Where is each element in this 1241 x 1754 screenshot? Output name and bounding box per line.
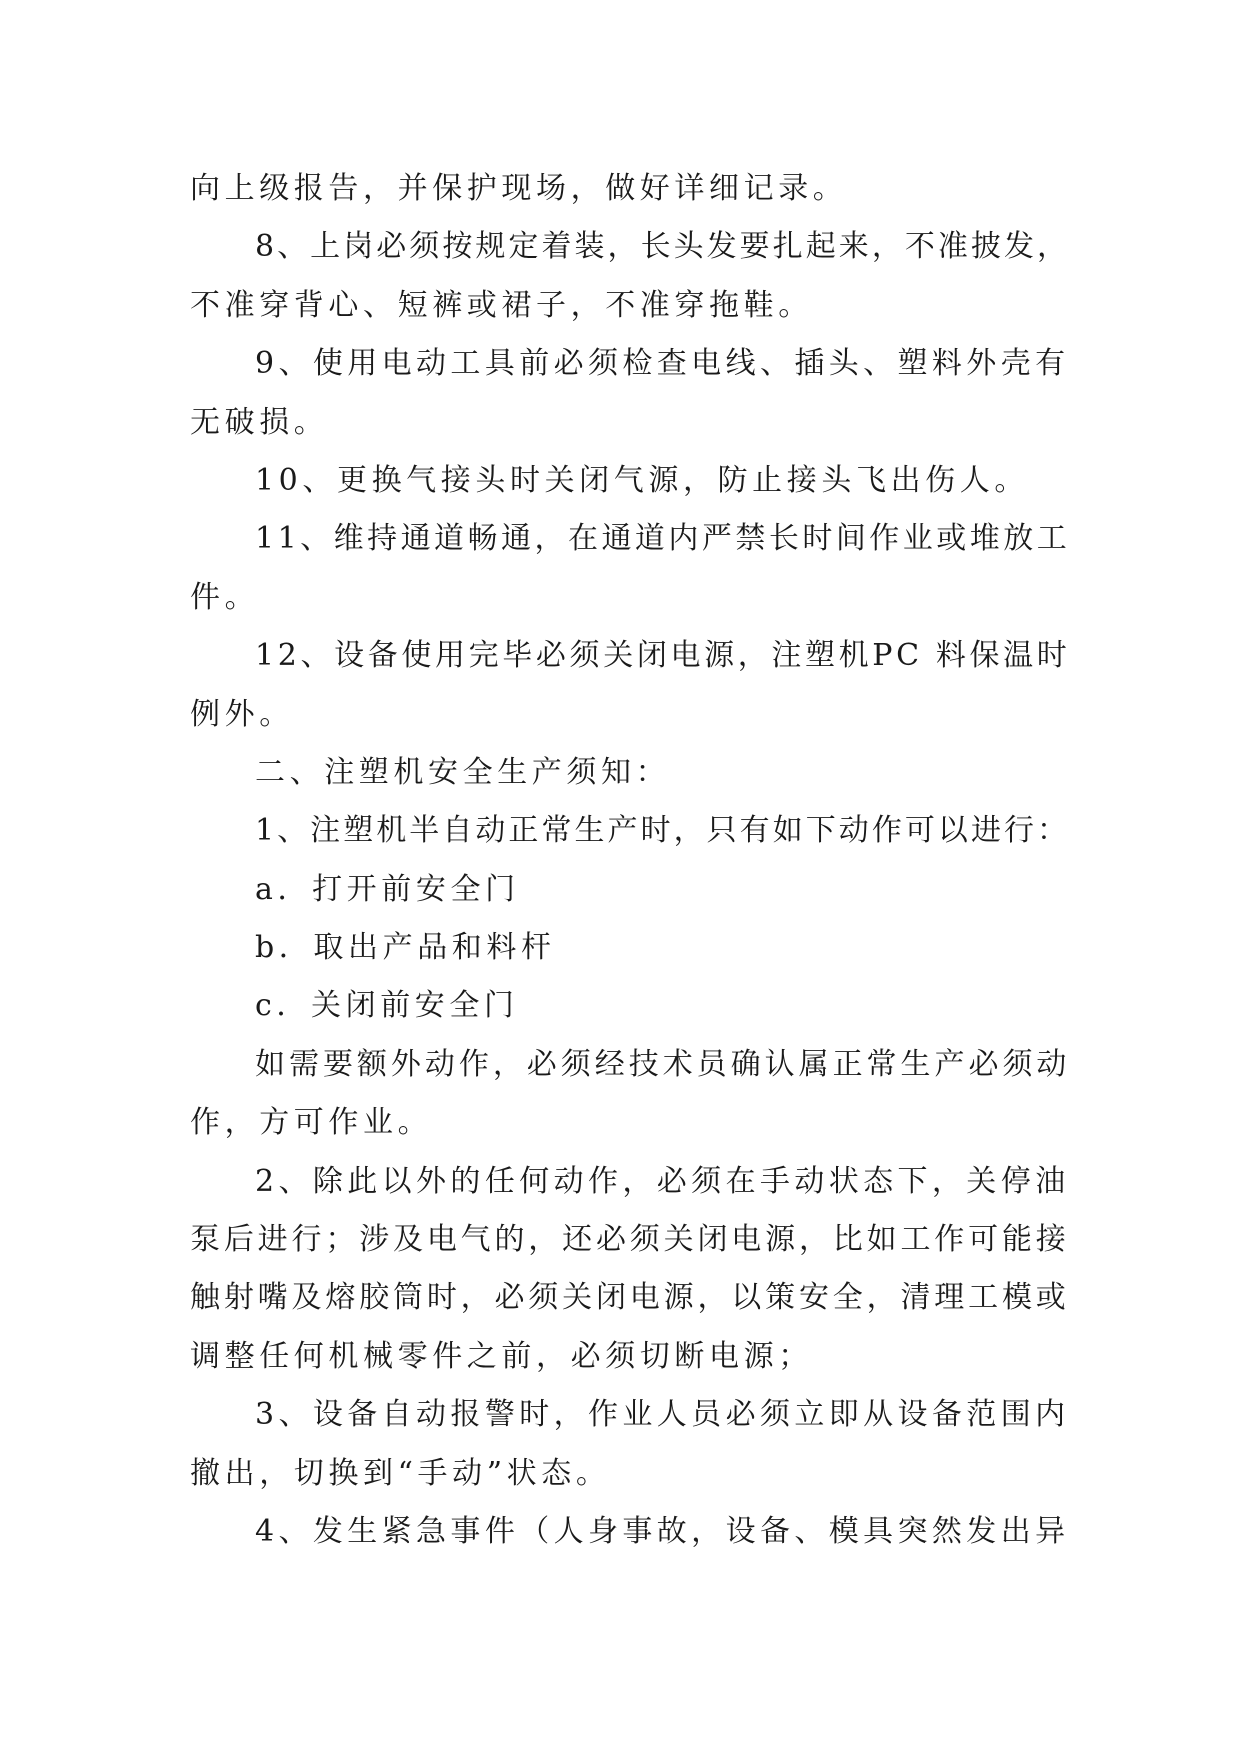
text-line: 3、设备自动报警时，作业人员必须立即从设备范围内 xyxy=(255,1397,1070,1433)
text-line: b．取出产品和料杆 xyxy=(255,930,556,966)
text-line: 撤出，切换到“手动”状态。 xyxy=(190,1455,611,1491)
text-line: 例外。 xyxy=(190,696,294,732)
text-line: c．关闭前安全门 xyxy=(255,988,519,1024)
text-line: 8、上岗必须按规定着装，长头发要扎起来，不准披发， xyxy=(255,229,1071,265)
text-line: 2、除此以外的任何动作，必须在手动状态下，关停油 xyxy=(255,1163,1070,1199)
text-line: 9、使用电动工具前必须检查电线、插头、塑料外壳有 xyxy=(255,346,1070,382)
text-line: 11、维持通道畅通，在通道内严禁长时间作业或堆放工 xyxy=(255,521,1071,557)
text-line: 调整任何机械零件之前，必须切断电源； xyxy=(190,1338,813,1374)
document-body xyxy=(190,160,1070,1561)
text-line: 1、注塑机半自动正常生产时，只有如下动作可以进行： xyxy=(255,813,1071,849)
text-line: 作，方可作业。 xyxy=(190,1105,433,1141)
text-line: 向上级报告，并保护现场，做好详细记录。 xyxy=(190,171,848,206)
text-line: 10、更换气接头时关闭气源，防止接头飞出伤人。 xyxy=(255,462,1029,498)
text-line: 4、发生紧急事件（人身事故，设备、模具突然发出异 xyxy=(255,1513,1070,1549)
text-line: 二、注塑机安全生产须知： xyxy=(255,754,671,790)
text-line: 无破损。 xyxy=(190,404,329,440)
text-line: 件。 xyxy=(190,579,260,615)
text-line: 不准穿背心、短裤或裙子，不准穿拖鞋。 xyxy=(190,287,813,323)
text-line: a．打开前安全门 xyxy=(255,871,520,907)
text-line: 触射嘴及熔胶筒时，必须关闭电源，以策安全，清理工模或 xyxy=(190,1280,1070,1316)
text-line: 如需要额外动作，必须经技术员确认属正常生产必须动 xyxy=(255,1046,1071,1082)
text-line: 12、设备使用完毕必须关闭电源，注塑机PC 料保温时 xyxy=(255,638,1071,674)
text-line: 泵后进行；涉及电气的，还必须关闭电源，比如工作可能接 xyxy=(190,1222,1070,1258)
